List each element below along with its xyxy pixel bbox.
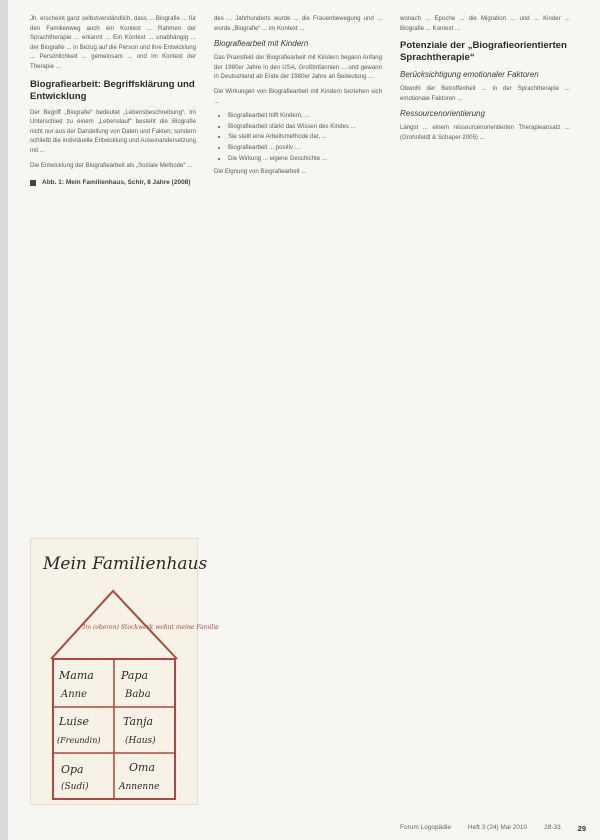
paragraph: Obwohl der Betroffenheit ... in der Sprachtherapie ... emotionale Faktoren ... (400, 85, 570, 102)
list-item: • Biografiearbeit stärkt das Wissen des Kindes ... (228, 122, 382, 132)
paragraph: Die Wirkungen von Biografiearbeit mit Kindern beziehen sich ... (214, 87, 382, 105)
room-sublabel: (Sudi) (61, 782, 89, 792)
room-label: Oma (129, 761, 156, 774)
section-subheading: Berücksichtigung emotionaler Faktoren (400, 70, 539, 80)
document-page (8, 0, 600, 840)
section-subheading: Biografiearbeit mit Kindern (214, 39, 309, 49)
list-item: • Die Wirkung ... eigene Geschichte ... (228, 154, 382, 164)
room-sublabel: Annenne (119, 782, 160, 792)
page-number: 29 (577, 824, 586, 833)
section-heading: Potenziale der „Biografieorientierten Sprachtherapie“ (400, 40, 567, 64)
page-footer (400, 824, 586, 833)
caption-bullet-icon (30, 180, 36, 186)
paragraph: wonach ... Epoche ... die Migration ... und ... Kinder ... Biografie ... Kontext ... (400, 15, 570, 32)
paragraph: Jh. erscheint ganz selbstverständlich, dass ... Biografie ... für den Familienweg auch ein Kontext ... Rahmen der Sprachtherapie ... erkannt ... Ein Kontext ... unabhängig ... der Biografie ... in Bezug auf die Person und ihre Entwicklung ... Persönlichkeit ... gemeinsam ... und im Kontext der Therapie ... (30, 15, 196, 70)
room-sublabel: Baba (125, 689, 151, 700)
page-range: 28-33 (544, 824, 561, 831)
column-middle (214, 14, 382, 182)
room-label: Mama (59, 669, 94, 682)
figure-caption-text: Abb. 1: Mein Familienhaus, Schir, 8 Jahre (2008) (42, 179, 191, 187)
list-item: • Sie stellt eine Arbeitsmethode dar, ... (228, 132, 382, 142)
paragraph: Das Praxisfeld der Biografiearbeit mit Kindern begann Anfang der 1980er Jahre in den USA, Großbritannien ... und gewann in Deutschland ab Ende der 1980er Jahre an Bedeutung ... (214, 54, 382, 81)
section-heading: Biografiearbeit: Begriffsklärung und Entwicklung (30, 78, 195, 102)
column-right (400, 14, 570, 148)
bullet-list (214, 111, 382, 163)
figure-caption (30, 178, 196, 187)
room-label: Opa (61, 763, 84, 776)
paragraph: Längst ... einem ressourcenorientierten Therapieansatz ... (Grohnfeldt & Schaper 2005) ... (400, 124, 570, 141)
roof-text: Im (oberen) Stockwerk wohnt meine Familie (83, 624, 219, 631)
figure-title: Mein Familienhaus (43, 554, 208, 574)
list-item: • Biografiearbeit hilft Kindern, ... (228, 111, 382, 121)
family-house-drawing (31, 539, 219, 804)
list-item: • Biografiearbeit ... positiv ... (228, 143, 382, 153)
paragraph: des ... Jahrhunderts wurde ... die Frauenbewegung und ... wurde „Biografie“ ... im Kontext ... (214, 15, 382, 32)
paragraph: Die Entwicklung der Biografiearbeit als „Soziale Methode“ ... (30, 161, 193, 169)
paragraph: Die Eignung von Biografiearbeit ... (214, 168, 307, 176)
room-label: Luise (59, 715, 90, 728)
room-sublabel: (Freundin) (57, 736, 101, 745)
figure-family-house (30, 538, 219, 805)
column-left (30, 14, 196, 187)
issue-info: Heft 3 (24) Mai 2010 (467, 824, 528, 831)
room-sublabel: (Haus) (125, 736, 156, 746)
room-sublabel: Anne (61, 689, 88, 700)
journal-name: Forum Logopädie (400, 824, 451, 831)
paragraph: Der Begriff „Biografie“ bedeutet „Lebensbeschreibung“. Im Unterschied zu einem „Lebenslauf“ besteht die Biografie nicht nur aus der Darstellung von Daten und Fakten, sondern schließt die individuelle Entwicklung und Auseinandersetzung mit ... (30, 108, 196, 154)
room-label: Tanja (123, 715, 154, 728)
room-label: Papa (121, 669, 149, 682)
section-subheading: Ressourcenorientierung (400, 109, 485, 119)
